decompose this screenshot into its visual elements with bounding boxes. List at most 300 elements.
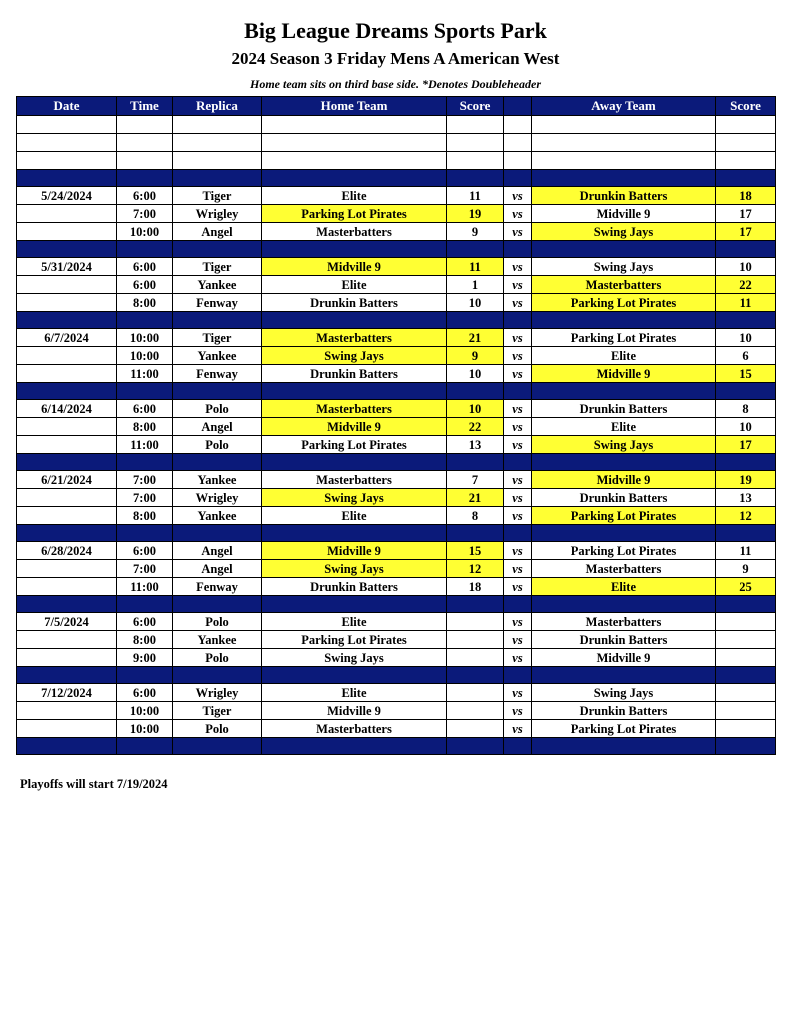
separator-cell [504,596,532,613]
blank-cell [504,116,532,134]
time-cell: 8:00 [117,507,173,525]
game-row [17,436,776,454]
blank-cell [447,134,504,152]
separator-cell [716,596,776,613]
replica-cell: Yankee [173,631,262,649]
home-score-cell: 10 [447,294,504,312]
away-team-cell: Drunkin Batters [532,400,716,418]
away-score-cell [716,702,776,720]
date-cell: 6/7/2024 [17,329,117,347]
separator-cell [447,312,504,329]
time-cell: 6:00 [117,400,173,418]
separator-cell [173,667,262,684]
date-cell: 7/12/2024 [17,684,117,702]
replica-cell: Yankee [173,507,262,525]
away-team-cell: Swing Jays [532,258,716,276]
home-score-cell [447,613,504,631]
separator-cell [17,525,117,542]
home-team-cell: Elite [262,507,447,525]
date-cell: 6/14/2024 [17,400,117,418]
replica-cell: Polo [173,400,262,418]
home-score-cell: 21 [447,489,504,507]
blank-cell [716,134,776,152]
away-team-cell: Swing Jays [532,684,716,702]
separator-cell [716,312,776,329]
replica-cell: Yankee [173,471,262,489]
blank-cell [117,134,173,152]
week-separator-row [17,738,776,755]
game-row [17,702,776,720]
game-row [17,258,776,276]
separator-cell [532,454,716,471]
vs-cell: vs [504,471,532,489]
vs-cell: vs [504,702,532,720]
home-score-cell: 10 [447,365,504,383]
home-score-cell: 22 [447,418,504,436]
separator-cell [173,738,262,755]
home-team-cell: Masterbatters [262,329,447,347]
blank-cell [532,152,716,170]
date-cell [17,205,117,223]
separator-cell [447,383,504,400]
separator-cell [504,241,532,258]
home-score-cell [447,702,504,720]
away-team-cell: Elite [532,418,716,436]
home-score-cell [447,631,504,649]
separator-cell [447,241,504,258]
separator-cell [504,383,532,400]
home-score-cell: 11 [447,187,504,205]
separator-cell [447,454,504,471]
separator-cell [17,170,117,187]
separator-cell [173,170,262,187]
game-row [17,507,776,525]
away-score-cell: 25 [716,578,776,596]
replica-cell: Polo [173,436,262,454]
away-team-cell: Midville 9 [532,471,716,489]
away-team-cell: Parking Lot Pirates [532,542,716,560]
time-cell: 7:00 [117,205,173,223]
blank-cell [173,152,262,170]
date-cell [17,418,117,436]
away-team-cell: Elite [532,578,716,596]
separator-cell [117,170,173,187]
away-score-cell [716,649,776,667]
game-row [17,684,776,702]
blank-cell [262,152,447,170]
blank-row [17,152,776,170]
separator-cell [447,667,504,684]
time-cell: 6:00 [117,542,173,560]
blank-cell [117,116,173,134]
home-team-cell: Parking Lot Pirates [262,436,447,454]
vs-cell: vs [504,258,532,276]
game-row [17,649,776,667]
time-cell: 8:00 [117,631,173,649]
vs-cell: vs [504,507,532,525]
away-score-cell: 8 [716,400,776,418]
date-cell [17,223,117,241]
vs-cell: vs [504,205,532,223]
schedule-body [17,116,776,755]
date-cell [17,436,117,454]
home-team-cell: Elite [262,276,447,294]
time-cell: 10:00 [117,720,173,738]
date-cell [17,649,117,667]
replica-cell: Angel [173,223,262,241]
separator-cell [117,383,173,400]
separator-cell [173,241,262,258]
away-team-cell: Swing Jays [532,223,716,241]
away-score-cell: 17 [716,223,776,241]
separator-cell [532,170,716,187]
away-team-cell: Drunkin Batters [532,702,716,720]
date-cell [17,631,117,649]
away-score-cell: 22 [716,276,776,294]
separator-cell [504,312,532,329]
vs-cell: vs [504,329,532,347]
blank-cell [447,116,504,134]
separator-cell [504,525,532,542]
blank-cell [716,152,776,170]
home-score-cell: 1 [447,276,504,294]
separator-cell [504,667,532,684]
vs-cell: vs [504,649,532,667]
away-score-cell [716,684,776,702]
home-team-cell: Masterbatters [262,720,447,738]
game-row [17,489,776,507]
away-team-cell: Parking Lot Pirates [532,507,716,525]
home-team-cell: Midville 9 [262,258,447,276]
separator-cell [447,525,504,542]
vs-cell: vs [504,187,532,205]
game-row [17,329,776,347]
date-cell [17,365,117,383]
vs-cell: vs [504,223,532,241]
separator-cell [716,383,776,400]
separator-cell [262,383,447,400]
replica-cell: Yankee [173,347,262,365]
week-separator-row [17,667,776,684]
replica-cell: Wrigley [173,684,262,702]
away-score-cell: 6 [716,347,776,365]
separator-cell [17,667,117,684]
time-cell: 8:00 [117,294,173,312]
game-row [17,205,776,223]
game-row [17,631,776,649]
blank-cell [262,116,447,134]
home-score-cell: 9 [447,347,504,365]
vs-cell: vs [504,347,532,365]
away-team-cell: Masterbatters [532,613,716,631]
schedule-note: Home team sits on third base side. *Denotes Doubleheader [250,77,541,91]
replica-cell: Tiger [173,258,262,276]
separator-cell [173,312,262,329]
date-cell: 5/31/2024 [17,258,117,276]
time-cell: 11:00 [117,365,173,383]
col-header-away-team: Away Team [532,97,716,116]
separator-cell [117,667,173,684]
date-cell: 6/28/2024 [17,542,117,560]
separator-cell [504,454,532,471]
col-header-home-team: Home Team [262,97,447,116]
away-score-cell: 10 [716,418,776,436]
away-score-cell: 9 [716,560,776,578]
col-header-away-score: Score [716,97,776,116]
week-separator-row [17,525,776,542]
separator-cell [173,596,262,613]
separator-cell [262,170,447,187]
blank-cell [17,152,117,170]
separator-cell [17,241,117,258]
date-cell [17,294,117,312]
vs-cell: vs [504,365,532,383]
separator-cell [262,525,447,542]
vs-cell: vs [504,613,532,631]
vs-cell: vs [504,276,532,294]
blank-cell [532,116,716,134]
replica-cell: Tiger [173,329,262,347]
game-row [17,613,776,631]
home-team-cell: Midville 9 [262,702,447,720]
separator-cell [17,738,117,755]
home-score-cell [447,720,504,738]
separator-cell [447,738,504,755]
date-cell [17,347,117,365]
time-cell: 7:00 [117,560,173,578]
vs-cell: vs [504,578,532,596]
blank-cell [504,152,532,170]
home-team-cell: Swing Jays [262,560,447,578]
vs-cell: vs [504,436,532,454]
col-header-date: Date [17,97,117,116]
blank-cell [504,134,532,152]
replica-cell: Angel [173,560,262,578]
blank-cell [17,134,117,152]
separator-cell [173,383,262,400]
header-row [17,97,776,116]
home-score-cell: 21 [447,329,504,347]
time-cell: 11:00 [117,436,173,454]
away-score-cell: 18 [716,187,776,205]
home-team-cell: Masterbatters [262,471,447,489]
separator-cell [17,383,117,400]
game-row [17,294,776,312]
replica-cell: Angel [173,418,262,436]
separator-cell [117,241,173,258]
week-separator-row [17,170,776,187]
home-score-cell: 19 [447,205,504,223]
time-cell: 6:00 [117,613,173,631]
date-cell: 6/21/2024 [17,471,117,489]
separator-cell [17,596,117,613]
separator-cell [262,738,447,755]
separator-cell [17,312,117,329]
game-row [17,418,776,436]
schedule-table [16,96,776,755]
vs-cell: vs [504,489,532,507]
game-row [17,578,776,596]
date-cell: 7/5/2024 [17,613,117,631]
home-team-cell: Midville 9 [262,418,447,436]
replica-cell: Polo [173,649,262,667]
time-cell: 10:00 [117,223,173,241]
separator-cell [716,667,776,684]
replica-cell: Yankee [173,276,262,294]
home-score-cell: 10 [447,400,504,418]
week-separator-row [17,454,776,471]
separator-cell [504,738,532,755]
home-team-cell: Parking Lot Pirates [262,205,447,223]
vs-cell: vs [504,684,532,702]
separator-cell [173,454,262,471]
time-cell: 10:00 [117,329,173,347]
replica-cell: Polo [173,720,262,738]
separator-cell [117,525,173,542]
col-header-home-score: Score [447,97,504,116]
home-score-cell: 8 [447,507,504,525]
separator-cell [117,454,173,471]
home-team-cell: Masterbatters [262,400,447,418]
replica-cell: Fenway [173,365,262,383]
blank-cell [262,134,447,152]
col-header-vs [504,97,532,116]
away-team-cell: Parking Lot Pirates [532,720,716,738]
page-subtitle: 2024 Season 3 Friday Mens A American West [231,49,560,68]
blank-row [17,116,776,134]
time-cell: 6:00 [117,187,173,205]
away-team-cell: Drunkin Batters [532,187,716,205]
separator-cell [716,454,776,471]
blank-cell [173,134,262,152]
separator-cell [117,312,173,329]
col-header-replica: Replica [173,97,262,116]
separator-cell [447,170,504,187]
replica-cell: Angel [173,542,262,560]
replica-cell: Fenway [173,294,262,312]
time-cell: 6:00 [117,258,173,276]
away-team-cell: Elite [532,347,716,365]
away-team-cell: Drunkin Batters [532,489,716,507]
date-cell [17,720,117,738]
game-row [17,223,776,241]
separator-cell [17,454,117,471]
home-team-cell: Elite [262,187,447,205]
separator-cell [504,170,532,187]
separator-cell [716,738,776,755]
vs-cell: vs [504,560,532,578]
separator-cell [716,170,776,187]
away-team-cell: Midville 9 [532,365,716,383]
separator-cell [532,525,716,542]
home-score-cell: 9 [447,223,504,241]
away-score-cell: 17 [716,205,776,223]
home-team-cell: Drunkin Batters [262,294,447,312]
blank-cell [716,116,776,134]
vs-cell: vs [504,400,532,418]
away-score-cell: 10 [716,258,776,276]
blank-cell [532,134,716,152]
week-separator-row [17,383,776,400]
time-cell: 6:00 [117,276,173,294]
game-row [17,400,776,418]
game-row [17,471,776,489]
week-separator-row [17,596,776,613]
separator-cell [262,312,447,329]
away-team-cell: Drunkin Batters [532,631,716,649]
separator-cell [262,596,447,613]
home-team-cell: Swing Jays [262,489,447,507]
away-team-cell: Swing Jays [532,436,716,454]
col-header-time: Time [117,97,173,116]
separator-cell [262,241,447,258]
replica-cell: Tiger [173,187,262,205]
time-cell: 8:00 [117,418,173,436]
vs-cell: vs [504,294,532,312]
date-cell [17,276,117,294]
separator-cell [532,383,716,400]
away-team-cell: Midville 9 [532,205,716,223]
game-row [17,365,776,383]
home-score-cell [447,649,504,667]
replica-cell: Polo [173,613,262,631]
home-team-cell: Swing Jays [262,649,447,667]
blank-cell [447,152,504,170]
away-score-cell [716,720,776,738]
game-row [17,720,776,738]
home-team-cell: Elite [262,613,447,631]
blank-cell [173,116,262,134]
home-team-cell: Masterbatters [262,223,447,241]
playoffs-note: Playoffs will start 7/19/2024 [20,777,168,791]
replica-cell: Fenway [173,578,262,596]
game-row [17,187,776,205]
away-score-cell: 17 [716,436,776,454]
separator-cell [716,525,776,542]
time-cell: 6:00 [117,684,173,702]
separator-cell [532,241,716,258]
home-team-cell: Parking Lot Pirates [262,631,447,649]
game-row [17,542,776,560]
blank-cell [17,116,117,134]
home-score-cell: 15 [447,542,504,560]
separator-cell [532,738,716,755]
separator-cell [716,241,776,258]
away-team-cell: Masterbatters [532,276,716,294]
separator-cell [532,667,716,684]
away-team-cell: Midville 9 [532,649,716,667]
week-separator-row [17,312,776,329]
date-cell [17,560,117,578]
separator-cell [262,454,447,471]
separator-cell [262,667,447,684]
vs-cell: vs [504,720,532,738]
away-score-cell: 10 [716,329,776,347]
week-separator-row [17,241,776,258]
vs-cell: vs [504,542,532,560]
time-cell: 7:00 [117,489,173,507]
game-row [17,347,776,365]
away-score-cell: 13 [716,489,776,507]
home-score-cell: 7 [447,471,504,489]
time-cell: 7:00 [117,471,173,489]
home-score-cell: 18 [447,578,504,596]
replica-cell: Wrigley [173,489,262,507]
home-team-cell: Elite [262,684,447,702]
home-score-cell: 13 [447,436,504,454]
home-team-cell: Midville 9 [262,542,447,560]
away-team-cell: Parking Lot Pirates [532,294,716,312]
